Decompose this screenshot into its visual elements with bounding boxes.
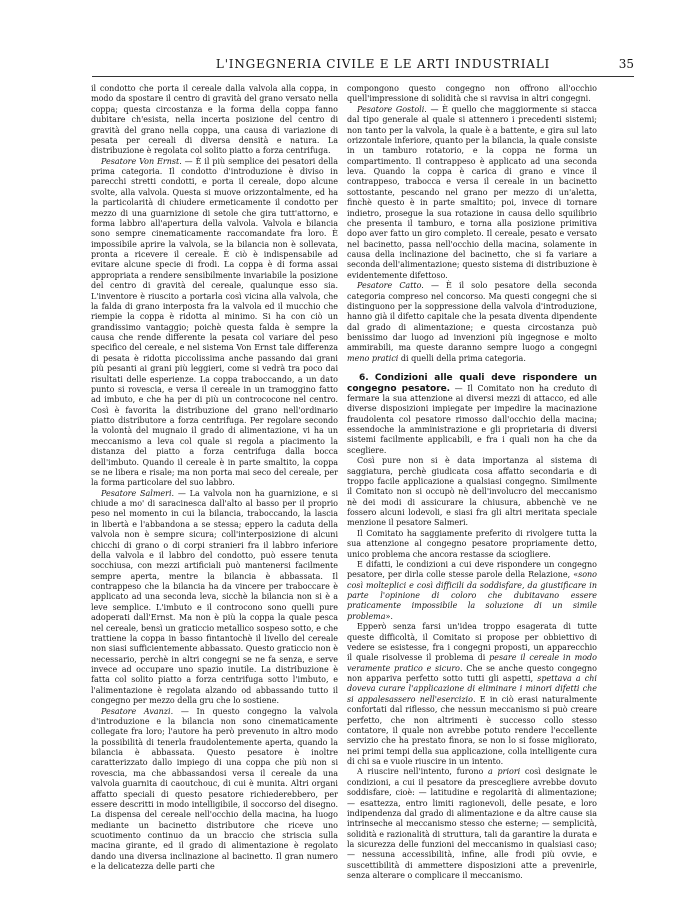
emphasis: sono così molteplici e così difficili da soddisfare, da giustificare in parte l'opinione di coloro che dubitavano essere praticamente impossibile la soluzione di un simile problema	[347, 570, 597, 621]
paragraph-text: così designate le condizioni, a cui il pesatore da prescegliere avrebbe dovuto soddisfare, cioè: — latitudine e regolarità di alimentazione; — esattezza, entro limiti ragionevoli, delle pesate, e loro indipendenza dal grado di alimentazione e da altre cause sia intrinseche al meccanismo stesso che esterne; — semplicità, solidità e razionalità di struttura, tali da garantire la durata e la sicurezza delle funzioni del meccanismo in qualsiasi caso; — nessuna accessibilità, infine, alle frodi più ovvie, e suscettibilità di ammettere disposizioni atte a prevenirle, senza alterare o complicare il meccanismo.	[347, 767, 598, 881]
page-number: 35	[618, 57, 634, 71]
paragraph: Così pure non si è data importanza al sistema di saggiatura, perchè giudicata cosa affatto secondaria e di troppo facile applicazione a qualsiasi congegno. Similmente il Comitato non si occupò nè dell'involucro del meccanismo nè dei modi di assicurare la chiusura, abbenchè ve ne fossero alcuni lodevoli, e siasi fra gli altri meritata speciale menzione il pesatore Salmeri.	[347, 456, 597, 528]
paragraph: il condotto che porta il cereale dalla valvola alla coppa, in modo da spostare il centro di gravità del grano versato nella coppa; questa circostanza e la forma della coppa fanno dubitare ch'esista, nella incerta posizione del centro di gravità del grano nella coppa, una causa di variazione di pesata per cereali di diversa densità e natura. La distribuzione è regolata col solito piatto a forza centrifuga.	[91, 84, 338, 156]
subheading: Pesatore Salmeri.	[101, 488, 175, 498]
section-6	[347, 373, 597, 456]
section-number: 6.	[359, 373, 369, 384]
paragraph: Il Comitato ha saggiamente preferito di rivolgere tutta la sua attenzione al congegno pesatore propriamente detto, unico problema che ancora restasse da sciogliere.	[347, 528, 597, 559]
subheading: Pesatore Catto.	[357, 281, 424, 291]
emphasis: a priori	[488, 767, 521, 777]
paragraph-text: E difatti, le condizioni a cui deve rispondere un congegno pesatore, per dirla colle stesse parole della Relazione, «	[347, 559, 597, 580]
paragraph-text: — In questo congegno la valvola d'introduzione e la bilancia non sono cinematicamente collegate fra loro; l'autore ha però prevenuto in altro modo la possibilità di tenerla fraudolentemente aperta, quando la bilancia è abbassata. Questo pesatore è inoltre caratterizzato dallo impiego di una coppa che più non si rovescia, ma che abbassandosi versa il cereale da una valvola guarnita di caoutchouc, di cui è munita. Altri organi affatto speciali di questo pesatore richiederebbero, per essere descritti in modo intelligibile, il soccorso del disegno. La dispensa del cereale nell'occhio della macina, ha luogo mediante un bacinetto distributore che riceve uno scuotimento continuo da un braccio che striscia sulla macina girante, ed il grado di alimentazione è regolato dando una diversa inclinazione al bacinetto. Il gran numero e la delicatezza delle parti che	[91, 706, 339, 872]
paragraph-text: Epperò senza farsi un'idea troppo esagerata di tutte queste difficoltà, il Comitato si propose per obbiettivo di vedere se esistesse, fra i congegni proposti, un apparecchio il quale risolvesse il problema di	[347, 622, 597, 663]
paragraph-von-ernst	[91, 157, 338, 489]
paragraph-avanzi	[91, 707, 338, 873]
paragraph-relazione-quote	[347, 560, 597, 622]
paragraph-text: di quelli della prima categoria.	[398, 353, 526, 363]
section-title: Condizioni alle quali deve rispondere un congegno pesatore.	[347, 373, 597, 394]
right-column	[347, 84, 597, 882]
paragraph-text: A riuscire nell'intento, furono	[357, 767, 489, 777]
paragraph-text: . Che se anche questo congegno non appariva perfetto sotto tutti gli aspetti,	[347, 663, 597, 683]
paragraph-gostoli	[347, 105, 597, 281]
emphasis: spettava a chi doveva curare l'applicazione di eliminare i minori difetti che si appalesassero nell'esercizio	[347, 674, 597, 704]
paragraph-text: — È quello che maggiormente si stacca dal tipo generale al quale si attennero i precedenti sistemi; non tanto per la valvola, la quale è a battente, e gira sul lato orizzontale inferiore, quanto per la bilancia, la quale consiste in un tamburo rotatorio, e la coppa ne forma un compartimento. Il contrappeso è applicato ad una seconda leva. Quando la coppa è carica di grano e vince il contrappeso, trabocca e versa il cereale in un bacinetto sottostante, pescando nel grano per mezzo di un'aletta, finchè questo è in parte smaltito; poi, invece di tornare indietro, prosegue la sua rotazione in causa dello squilibrio che presenta il tamburo, e torna alla posizione primitiva dopo aver fatto un giro completo. Il cereale, pesato e versato nel bacinetto, passa nell'occhio della macina, solamente in causa della inclinazione del bacinetto, che si fa variare a seconda dell'alimentazione; questo sistema di distribuzione è evidentemente difettoso.	[347, 104, 597, 280]
emphasis: meno pratici	[347, 353, 399, 363]
paragraph-catto	[347, 281, 597, 364]
paragraph: compongono questo congegno non offrono all'occhio quell'impressione di solidità che si ravvisa in altri congegni.	[347, 84, 597, 104]
paragraph-text: — È il solo pesatore della seconda categoria compreso nel concorso. Ma questi congegni che si distinguono per la soppressione della valvola d'introduzione, hanno già il difetto capitale che la pesata diventa dipendente dal grado di alimentazione; e questa circostanza può benissimo dar luogo ad invenzioni più ingegnose e molto ammirabili, ma queste daranno sempre luogo a congegni	[347, 281, 597, 353]
paragraph-text: ».	[385, 611, 393, 621]
paragraph-text: — Il Comitato non ha creduto di fermare la sua attenzione ai diversi mezzi di attacco, ed alle diverse disposizioni impiegate per impedire la macinazione fraudolenta col pesatore rimosso dall'occhio della macina; essendoche la amministrazione e gli proprietaria di diversi sistemi facilmente applicabili, e fra i quali non ha che da scegliere.	[347, 383, 597, 455]
emphasis: pesare il cereale in modo veramente pratico e sicuro	[347, 653, 597, 673]
paragraph-condizioni	[347, 767, 597, 881]
journal-title: L'INGEGNERIA CIVILE E LE ARTI INDUSTRIALI	[215, 57, 551, 71]
paragraph-text: — La valvola non ha guarnizione, e si chiude a mo' di saracinesca dall'alto al basso per il proprio peso nel momento in cui la bilancia, traboccando, la lascia in libertà e l'abbandona a se stessa; eppero la caduta della valvola non è sempre sicura; coll'interposizione di alcuni chicchi di grano o di corpi stranieri fra il labbro inferiore della valvola e il labbro del condotto, può essere tenuta socchiusa, con mezzi artificiali può mantenersi facilmente sempre aperta, mentre la bilancia è abbassata. Il contrappeso che la bilancia ha da vincere per traboccare è applicato ad una seconda leva, sicchè la bilancia non si è a leve semplice. L'imbuto e il controcono sono quelli pure adoperati dall'Ernst. Ma non è più la coppa la quale pesca nel cereale, bensì un graticcio metallico sospeso sotto, e che trattiene la coppa in basso fintantochè il livello del cereale non siasi sufficientemente abbassato. Questo graticcio non è necessario, perchè in altri congegni se ne fa senza, e serve invece ad occupare uno spazio inutile. La distribuzione è fatta col solito piatto a forza centrifuga sotto l'imbuto, e l'alimentazione è regolata alzando od abbassando tutto il congegno per mezzo della gru che lo sostiene.	[91, 488, 338, 706]
subheading: Pesatore Gostoli.	[357, 104, 427, 114]
paragraph-obiettivo	[347, 622, 597, 767]
left-column	[91, 84, 338, 873]
running-header	[92, 48, 634, 77]
paragraph-salmeri	[91, 489, 338, 707]
subheading: Pesatore Von Ernst.	[101, 156, 182, 166]
paragraph-text: . E in ciò erasi naturalmente confortati dal riflesso, che nessun meccanismo si può creare perfetto, che non altrimenti è successo collo stesso contatore, il quale non avrebbe potuto rendere l'eccellente servizio che ha prestato finora, se non lo si fosse migliorato, nei primi tempi della sua applicazione, colla intelligente cura di chi sa e vuole riuscire in un intento.	[347, 694, 597, 766]
subheading: Pesatore Avanzi.	[101, 706, 174, 716]
paragraph-text: — È il più semplice dei pesatori della prima categoria. Il condotto d'introduzione è diviso in parecchi stretti condotti, e porta il cereale, dopo alcune svolte, alla valvola. Questa si muove orizzontalmente, ed ha la particolarità di chiudere ermeticamente il condotto per mezzo di una guarnizione di setole che gira tutt'attorno, e forma labbro all'apertura della valvola. Valvola e bilancia sono sempre cinematicamente raccomandate fra loro. È impossibile aprire la valvola, se la bilancia non è sollevata, pronta a ricevere il cereale. È ciò è indispensabile ad evitare alcune specie di frodi. La coppa è di forma assai appropriata a rendere sensibilmente invariabile la posizione del centro di gravità del cereale, qualunque esso sia. L'inventore è riuscito a portarla così vicina alla valvola, che la falda di grano interposta fra la valvola ed il mucchio che riempie la coppa è ridotta al minimo. Si ha con ciò un grandissimo vantaggio; poichè questa falda è sempre la causa che rende differente la pesata col variare del peso specifico del cereale, e nel sistema Von Ernst tale differenza di pesata è ridotta piccolissima anche passando dai grani più pesanti ai grani più leggieri, come si vedrà tra poco dai risultati delle esperienze. La coppa traboccando, a un dato punto si rovescia, e versa il cereale in un tramoggino fatto ad imbuto, e che ha per di più un contrococone nel centro. Così è favorita la distribuzione del grano nell'ordinario piatto distributore a forza centrifuga. Per regolare secondo la volontà del mugnaio il grado di alimentazione, vi ha un meccanismo a leva col quale si regola a piacimento la distanza del piatto a forza centrifuga dalla bocca dell'imbuto. Quando il cereale è in parte smaltito, la coppa se ne libera e risale; ma non porta mai seco del cereale, per la forma particolare del suo labbro.	[91, 156, 339, 488]
